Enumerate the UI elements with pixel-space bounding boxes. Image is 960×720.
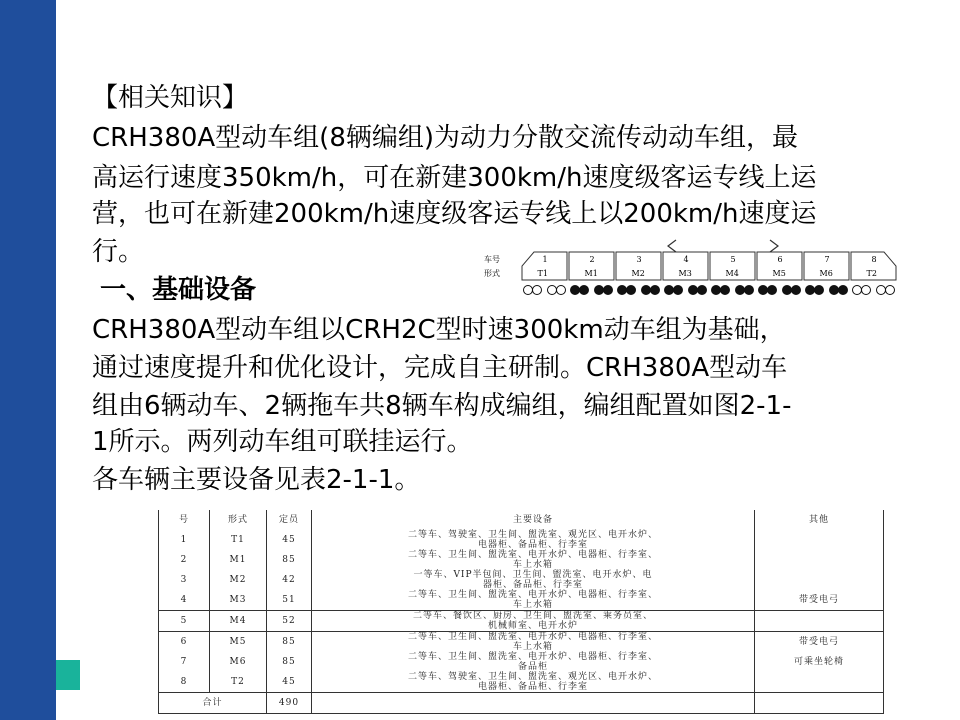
section-heading: 【相关知识】 [92, 83, 249, 113]
motor-wheel [627, 286, 636, 295]
th-capacity: 定员 [267, 510, 312, 530]
cell-no: 4 [180, 595, 188, 605]
cell-type: M3 [210, 590, 267, 611]
cell-equipment [312, 530, 755, 550]
motor-wheel [783, 286, 792, 295]
table-row [159, 611, 884, 632]
trailer-wheel [533, 286, 542, 295]
car-number: 7 [824, 255, 830, 264]
total-empty-cell [312, 693, 755, 714]
equipment-line: 二等车、卫生间、盥洗室、电开水炉、电器柜、行李室、 [407, 550, 658, 560]
th-other: 其他 [755, 510, 884, 530]
trailer-wheel [557, 286, 566, 295]
direction-arrow-right-icon [770, 240, 778, 252]
cell-no: 7 [180, 657, 188, 667]
cell-capacity: 85 [267, 550, 312, 570]
cell-other: 带受电弓 [755, 590, 884, 611]
equipment-line: 电器柜、备品柜、行李室 [477, 540, 588, 550]
car-number: 8 [871, 255, 877, 264]
cell-capacity: 42 [267, 570, 312, 590]
cell-other [755, 611, 884, 632]
cell-equipment [312, 672, 755, 693]
train-formation-diagram [478, 236, 908, 300]
para1-line-3: 营，也可在新建200km/h速度级客运专线上以200km/h速度运 [92, 199, 817, 229]
cell-equipment [312, 570, 755, 590]
car-number: 1 [542, 255, 548, 264]
car-type: M6 [819, 269, 833, 278]
cell-capacity: 52 [267, 611, 312, 632]
train-formation-svg [478, 236, 908, 300]
equipment-line: 车上水箱 [512, 600, 553, 610]
cell-other: 带受电弓 [755, 632, 884, 653]
trailer-wheel [862, 286, 871, 295]
cars-group [522, 252, 896, 295]
cell-equipment [312, 652, 755, 672]
trailer-wheel [524, 286, 533, 295]
th-equipment: 主要设备 [312, 510, 755, 530]
car-type: M3 [678, 269, 692, 278]
cell-type: T2 [210, 672, 267, 693]
total-label: 合计 [159, 693, 267, 714]
cell-type: M6 [210, 652, 267, 672]
trailer-wheel [548, 286, 557, 295]
para1-line-1: CRH380A型动车组(8辆编组)为动力分散交流传动动车组，最 [92, 123, 799, 153]
motor-wheel [698, 286, 707, 295]
cell-other [755, 530, 884, 550]
cell-capacity: 51 [267, 590, 312, 611]
motor-wheel [665, 286, 674, 295]
equipment-line: 电器柜、备品柜、行李室 [477, 682, 588, 692]
motor-wheel [806, 286, 815, 295]
para2-line-2: 通过速度提升和优化设计，完成自主研制。CRH380A型动车 [92, 353, 788, 383]
trailer-wheel [877, 286, 886, 295]
motor-wheel [721, 286, 730, 295]
para1-line-2: 高运行速度350km/h，可在新建300km/h速度级客运专线上运 [92, 163, 817, 193]
cell-equipment [312, 632, 755, 653]
cell-type: T1 [210, 530, 267, 550]
cell-no: 5 [159, 611, 210, 632]
th-no: 号 [178, 515, 189, 525]
motor-wheel [745, 286, 754, 295]
cell-no: 6 [159, 632, 210, 653]
slide-sidebar [0, 0, 56, 720]
cell-capacity: 85 [267, 632, 312, 653]
car-number: 6 [777, 255, 783, 264]
trailer-wheel [886, 286, 895, 295]
equipment-line: 备品柜 [517, 662, 548, 672]
cell-type: M1 [210, 550, 267, 570]
car-number: 3 [636, 255, 642, 264]
motor-wheel [595, 286, 604, 295]
table-row [159, 550, 884, 570]
cell-no: 3 [180, 575, 188, 585]
car-type: M5 [772, 269, 786, 278]
para2-line-3: 组由6辆动车、2辆拖车共8辆车构成编组，编组配置如图2-1- [92, 391, 792, 421]
cell-capacity: 85 [267, 652, 312, 672]
table-row [159, 590, 884, 611]
direction-arrow-left-icon [668, 240, 676, 252]
para2-line-4: 1所示。两列动车组可联挂运行。 [92, 427, 473, 457]
equipment-line: 二等车、卫生间、盥洗室、电开水炉、电器柜、行李室、 [407, 590, 658, 600]
equipment-line: 二等车、驾驶室、卫生间、盥洗室、观光区、电开水炉、 [407, 530, 658, 540]
cell-other: 可乘坐轮椅 [755, 652, 884, 672]
motor-wheel [604, 286, 613, 295]
equipment-line: 车上水箱 [512, 642, 553, 652]
cell-no: 8 [180, 677, 188, 687]
accent-block [56, 660, 80, 690]
table-row [159, 652, 884, 672]
car-number: 4 [683, 255, 689, 264]
table-row [159, 632, 884, 653]
row-label-car-no: 车号 [484, 255, 500, 264]
car-number: 5 [730, 255, 736, 264]
motor-wheel [651, 286, 660, 295]
motor-wheel [618, 286, 627, 295]
motor-wheel [815, 286, 824, 295]
cell-type: M4 [210, 611, 267, 632]
cell-capacity: 45 [267, 672, 312, 693]
equipment-line: 二等车、卫生间、盥洗室、电开水炉、电器柜、行李室、 [407, 652, 658, 662]
trailer-wheel [853, 286, 862, 295]
equipment-line: 器柜、备品柜、行李室 [482, 580, 583, 590]
equipment-table-wrap [158, 510, 884, 710]
row-label-type: 形式 [484, 269, 500, 278]
table-row [159, 570, 884, 590]
cell-no: 1 [180, 535, 188, 545]
cell-equipment [312, 590, 755, 611]
cell-capacity: 45 [267, 530, 312, 550]
car-type: T2 [866, 269, 877, 278]
para2-line-1: CRH380A型动车组以CRH2C型时速300km动车组为基础， [92, 315, 786, 345]
motor-wheel [580, 286, 589, 295]
para2-line-5: 各车辆主要设备见表2-1-1。 [92, 465, 421, 495]
total-empty-cell-2 [755, 693, 884, 714]
motor-wheel [768, 286, 777, 295]
equipment-line: 二等车、卫生间、盥洗室、电开水炉、电器柜、行李室、 [407, 632, 658, 642]
car-type: M4 [725, 269, 739, 278]
equipment-line: 二等车、餐饮区、厨房、卫生间、盥洗室、乘务员室、 [412, 611, 653, 621]
motor-wheel [642, 286, 651, 295]
subheading: 一、基础设备 [100, 275, 257, 305]
total-value: 490 [267, 693, 312, 714]
motor-wheel [674, 286, 683, 295]
cell-equipment [312, 611, 755, 632]
cell-other [755, 672, 884, 693]
cell-other [755, 570, 884, 590]
motor-wheel [839, 286, 848, 295]
motor-wheel [712, 286, 721, 295]
cell-no: 2 [180, 555, 188, 565]
car-number: 2 [589, 255, 595, 264]
cell-equipment [312, 550, 755, 570]
motor-wheel [759, 286, 768, 295]
motor-wheel [571, 286, 580, 295]
motor-wheel [689, 286, 698, 295]
table-row [159, 672, 884, 693]
equipment-line: 一等车、VIP半包间、卫生间、盥洗室、电开水炉、电 [413, 570, 653, 580]
equipment-line: 机械师室、电开水炉 [487, 621, 578, 631]
para1-line-4: 行。 [92, 237, 145, 267]
car-type: M2 [631, 269, 645, 278]
motor-wheel [736, 286, 745, 295]
car-type: M1 [584, 269, 598, 278]
th-type: 形式 [210, 510, 267, 530]
car-type: T1 [537, 269, 548, 278]
motor-wheel [792, 286, 801, 295]
equipment-line: 车上水箱 [512, 560, 553, 570]
equipment-line: 二等车、驾驶室、卫生间、盥洗室、观光区、电开水炉、 [407, 672, 658, 682]
equipment-table [158, 510, 884, 714]
motor-wheel [830, 286, 839, 295]
cell-type: M2 [210, 570, 267, 590]
cell-other [755, 550, 884, 570]
table-row [159, 530, 884, 550]
cell-type: M5 [210, 632, 267, 653]
